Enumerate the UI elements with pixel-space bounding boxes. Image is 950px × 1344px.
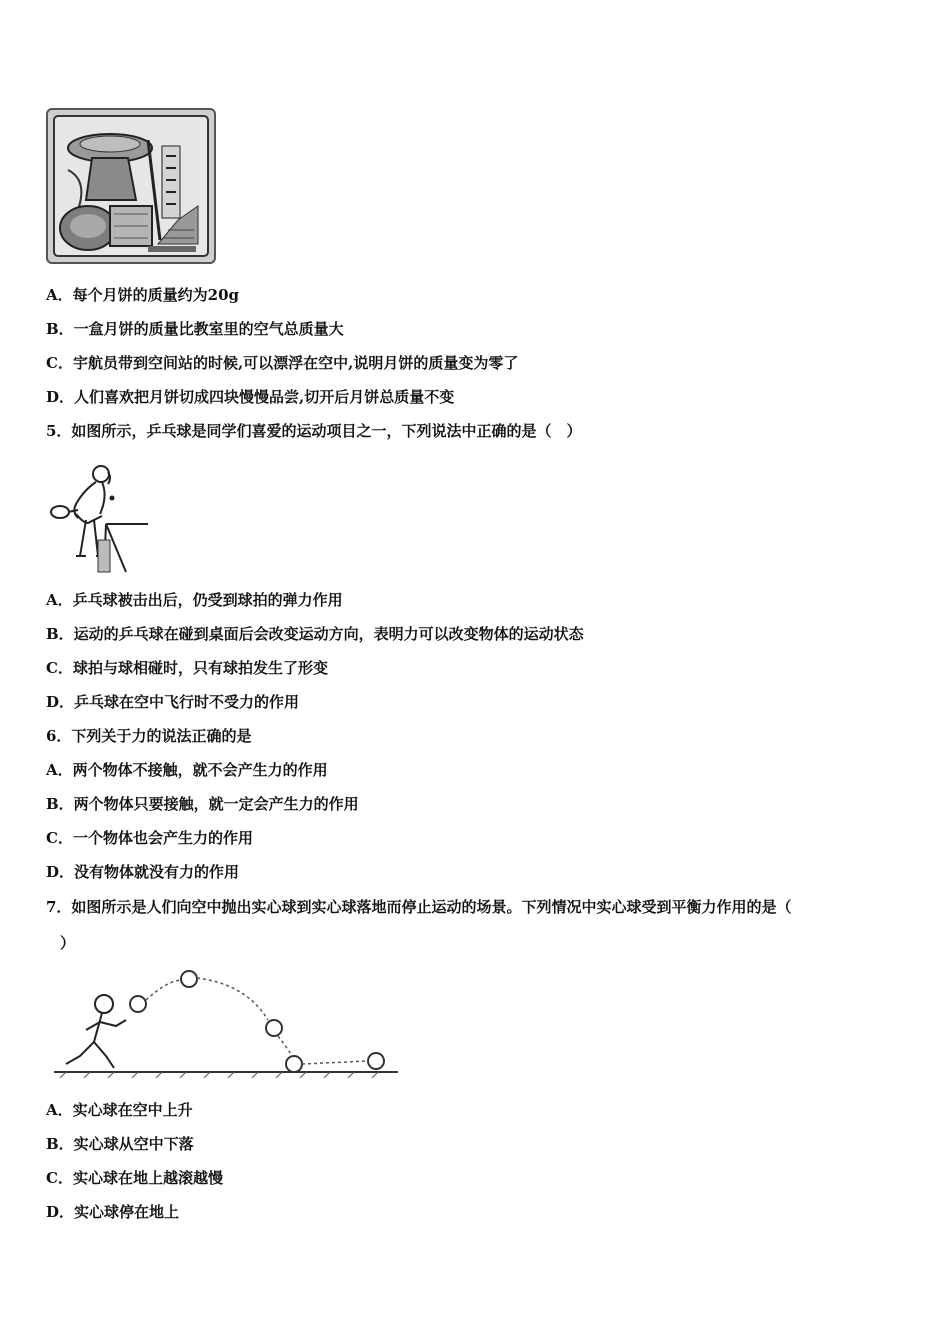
q4-option-c: C．宇航员带到空间站的时候,可以漂浮在空中,说明月饼的质量变为零了 — [46, 354, 519, 372]
q5-stem: 5．如图所示，乒乓球是同学们喜爱的运动项目之一，下列说法中正确的是（ ） — [46, 422, 582, 440]
q6-option-d: D．没有物体就没有力的作用 — [46, 863, 240, 881]
q5-option-b: B．运动的乒乓球在碰到桌面后会改变运动方向，表明力可以改变物体的运动状态 — [46, 625, 584, 643]
q5-option-d: D．乒乓球在空中飞行时不受力的作用 — [46, 693, 300, 711]
q7-stem-line2: ） — [60, 934, 76, 952]
q7-option-b: B．实心球从空中下落 — [46, 1135, 194, 1153]
q5-option-c: C．球拍与球相碰时，只有球拍发生了形变 — [46, 659, 328, 677]
q6-option-c: C．一个物体也会产生力的作用 — [46, 829, 253, 847]
ping-pong-image — [46, 460, 156, 584]
q6-option-b: B．两个物体只要接触，就一定会产生力的作用 — [46, 795, 359, 813]
q7-stem-line1: 7．如图所示是人们向空中抛出实心球到实心球落地而停止运动的场景。下列情况中实心球受到平衡力作用的是（ — [46, 898, 792, 916]
shot-put-image — [46, 960, 406, 1088]
q6-option-a: A．两个物体不接触，就不会产生力的作用 — [46, 761, 328, 779]
q7-option-c: C．实心球在地上越滚越慢 — [46, 1169, 223, 1187]
q6-stem: 6．下列关于力的说法正确的是 — [46, 727, 252, 745]
q4-option-b: B．一盒月饼的质量比教室里的空气总质量大 — [46, 320, 344, 338]
q7-option-d: D．实心球停在地上 — [46, 1203, 180, 1221]
q4-option-a: A．每个月饼的质量约为20g — [46, 286, 240, 304]
mooncake-image — [46, 108, 216, 264]
q4-option-d: D．人们喜欢把月饼切成四块慢慢品尝,切开后月饼总质量不变 — [46, 388, 455, 406]
q5-option-a: A．乒乓球被击出后，仍受到球拍的弹力作用 — [46, 591, 343, 609]
q7-option-a: A．实心球在空中上升 — [46, 1101, 193, 1119]
